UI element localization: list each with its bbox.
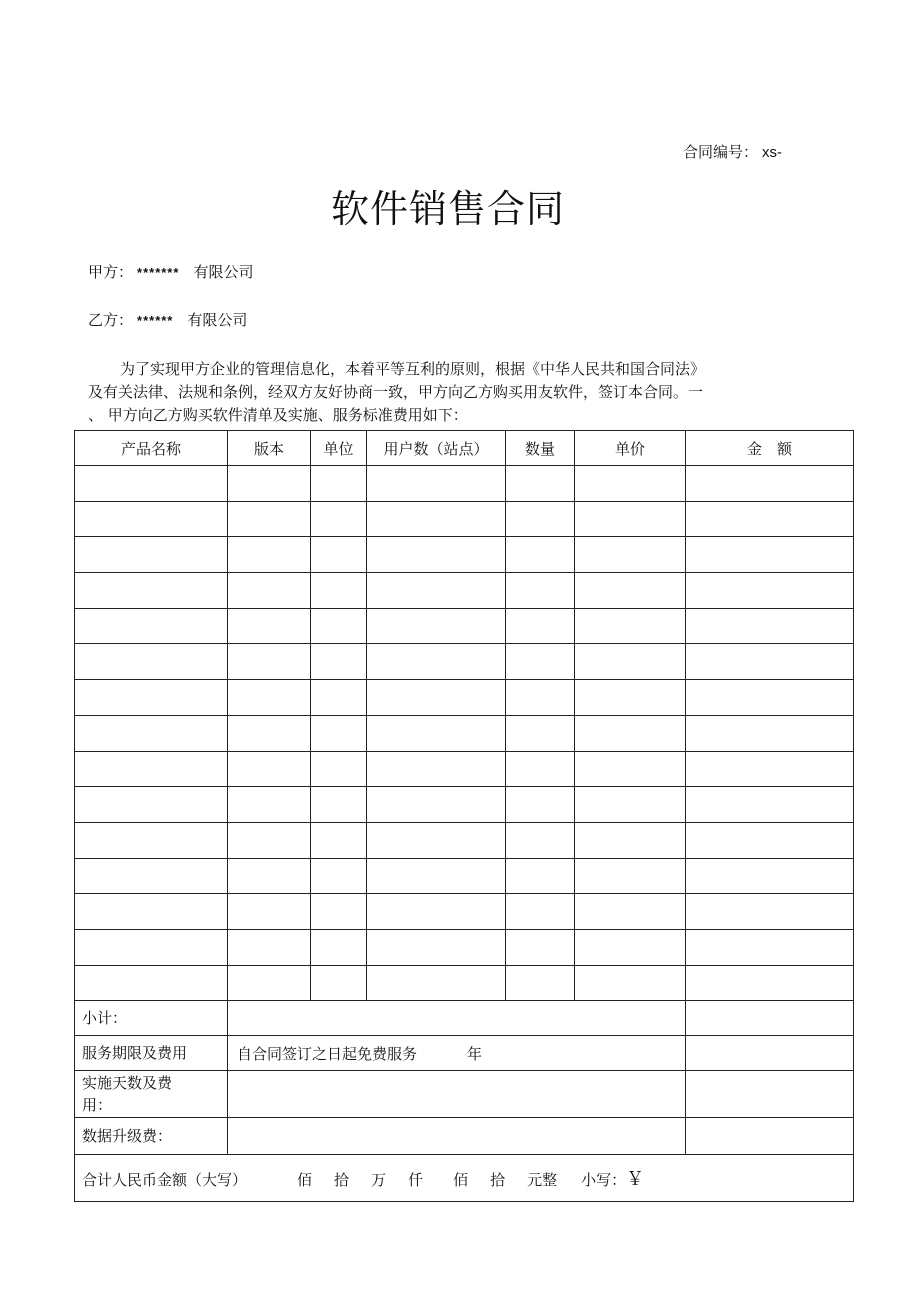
- unit-cell[interactable]: [311, 715, 367, 751]
- quantity-cell[interactable]: [506, 929, 575, 965]
- amount-cell[interactable]: [686, 929, 854, 965]
- users-cell[interactable]: [367, 501, 506, 537]
- users-cell[interactable]: [367, 965, 506, 1001]
- quantity-cell[interactable]: [506, 715, 575, 751]
- product-name-cell[interactable]: [75, 680, 228, 716]
- quantity-cell[interactable]: [506, 501, 575, 537]
- unit-price-cell[interactable]: [575, 501, 686, 537]
- unit-cell[interactable]: [311, 965, 367, 1001]
- users-cell[interactable]: [367, 894, 506, 930]
- unit-cell[interactable]: [311, 501, 367, 537]
- unit-cell[interactable]: [311, 858, 367, 894]
- product-table: [74, 430, 854, 1202]
- implementation-amount[interactable]: [686, 1071, 854, 1118]
- product-name-cell[interactable]: [75, 894, 228, 930]
- quantity-cell[interactable]: [506, 680, 575, 716]
- quantity-cell[interactable]: [506, 751, 575, 787]
- version-cell[interactable]: [228, 965, 311, 1001]
- unit-cell[interactable]: [311, 573, 367, 609]
- users-cell[interactable]: [367, 787, 506, 823]
- service-row: [75, 1036, 854, 1071]
- contract-number-label: 合同编号：: [683, 143, 759, 161]
- quantity-cell[interactable]: [506, 573, 575, 609]
- product-name-cell[interactable]: [75, 466, 228, 502]
- unit-price-cell[interactable]: [575, 929, 686, 965]
- service-amount[interactable]: [686, 1036, 854, 1071]
- unit-price-cell[interactable]: [575, 894, 686, 930]
- intro-line-1: 为了实现甲方企业的管理信息化，本着平等互利的原则，根据《中华人民共和国合同法》: [120, 360, 706, 378]
- small-amount-label: 小写：: [581, 1171, 627, 1190]
- unit-price-cell[interactable]: [575, 751, 686, 787]
- quantity-cell[interactable]: [506, 787, 575, 823]
- unit-cell[interactable]: [311, 929, 367, 965]
- party-a-suffix: 有限公司: [193, 263, 254, 281]
- total-label: 合计人民币金额（大写）: [82, 1171, 248, 1190]
- table-row: [75, 608, 854, 644]
- product-name-cell[interactable]: [75, 644, 228, 680]
- users-cell[interactable]: [367, 537, 506, 573]
- unit-cell[interactable]: [311, 644, 367, 680]
- unit-wan: 万: [371, 1171, 387, 1190]
- version-cell[interactable]: [228, 501, 311, 537]
- table-row: [75, 644, 854, 680]
- version-cell[interactable]: [228, 644, 311, 680]
- users-cell[interactable]: [367, 929, 506, 965]
- unit-bai-2: 佰: [453, 1171, 469, 1190]
- party-a-label: 甲方：: [88, 263, 134, 281]
- users-cell[interactable]: [367, 751, 506, 787]
- product-name-cell[interactable]: [75, 822, 228, 858]
- product-name-cell[interactable]: [75, 965, 228, 1001]
- party-a: [88, 261, 253, 282]
- quantity-cell[interactable]: [506, 894, 575, 930]
- product-name-cell[interactable]: [75, 787, 228, 823]
- product-name-cell[interactable]: [75, 929, 228, 965]
- quantity-cell[interactable]: [506, 537, 575, 573]
- table-row: [75, 822, 854, 858]
- table-row: [75, 858, 854, 894]
- document-title: 软件销售合同: [330, 187, 565, 231]
- upgrade-amount[interactable]: [686, 1118, 854, 1155]
- amount-cell[interactable]: [686, 965, 854, 1001]
- product-name-cell[interactable]: [75, 751, 228, 787]
- total-cell[interactable]: [75, 1155, 854, 1202]
- service-year-unit: 年: [467, 1044, 483, 1063]
- subtotal-row: [75, 1001, 854, 1036]
- unit-shi-1: 拾: [334, 1171, 350, 1190]
- amount-cell[interactable]: [686, 608, 854, 644]
- version-cell[interactable]: [228, 929, 311, 965]
- product-name-cell[interactable]: [75, 715, 228, 751]
- version-cell[interactable]: [228, 573, 311, 609]
- amount-cell[interactable]: [686, 894, 854, 930]
- table-row: [75, 965, 854, 1001]
- quantity-cell[interactable]: [506, 466, 575, 502]
- upgrade-value[interactable]: [228, 1118, 686, 1155]
- version-cell[interactable]: [228, 822, 311, 858]
- unit-price-cell[interactable]: [575, 644, 686, 680]
- unit-qian: 仟: [408, 1171, 424, 1190]
- amount-cell[interactable]: [686, 858, 854, 894]
- party-b: [88, 309, 247, 330]
- subtotal-value[interactable]: [228, 1001, 686, 1036]
- unit-price-cell[interactable]: [575, 715, 686, 751]
- party-b-suffix: 有限公司: [187, 311, 248, 329]
- unit-yuan: 元整: [527, 1171, 558, 1190]
- unit-price-cell[interactable]: [575, 608, 686, 644]
- table-row: [75, 751, 854, 787]
- version-cell[interactable]: [228, 680, 311, 716]
- total-row: [75, 1155, 854, 1202]
- table-row: [75, 573, 854, 609]
- version-cell[interactable]: [228, 787, 311, 823]
- quantity-cell[interactable]: [506, 644, 575, 680]
- unit-cell[interactable]: [311, 751, 367, 787]
- intro-line-2: 及有关法律、法规和条例，经双方友好协商一致，甲方向乙方购买用友软件，签订本合同。一: [88, 383, 704, 401]
- unit-price-cell[interactable]: [575, 965, 686, 1001]
- unit-price-cell[interactable]: [575, 537, 686, 573]
- amount-cell[interactable]: [686, 822, 854, 858]
- table-row: [75, 715, 854, 751]
- unit-price-cell[interactable]: [575, 573, 686, 609]
- amount-cell[interactable]: [686, 466, 854, 502]
- col-header-amount: 金 额: [686, 431, 854, 466]
- unit-price-cell[interactable]: [575, 822, 686, 858]
- unit-cell[interactable]: [311, 822, 367, 858]
- col-header-version: 版本: [228, 431, 311, 466]
- version-cell[interactable]: [228, 858, 311, 894]
- party-b-name: ******: [137, 313, 174, 328]
- version-cell[interactable]: [228, 715, 311, 751]
- implementation-row: [75, 1071, 854, 1118]
- users-cell[interactable]: [367, 822, 506, 858]
- subtotal-amount[interactable]: [686, 1001, 854, 1036]
- unit-cell[interactable]: [311, 894, 367, 930]
- table-row: [75, 787, 854, 823]
- unit-shi-2: 拾: [490, 1171, 506, 1190]
- table-row: [75, 466, 854, 502]
- users-cell[interactable]: [367, 858, 506, 894]
- implementation-value[interactable]: [228, 1071, 686, 1118]
- party-a-name: *******: [137, 265, 180, 280]
- upgrade-label: 数据升级费：: [75, 1118, 228, 1155]
- version-cell[interactable]: [228, 608, 311, 644]
- upgrade-row: [75, 1118, 854, 1155]
- unit-cell[interactable]: [311, 787, 367, 823]
- party-b-label: 乙方：: [88, 311, 134, 329]
- unit-price-cell[interactable]: [575, 858, 686, 894]
- unit-cell[interactable]: [311, 608, 367, 644]
- unit-bai-1: 佰: [297, 1171, 313, 1190]
- product-name-cell[interactable]: [75, 501, 228, 537]
- version-cell[interactable]: [228, 537, 311, 573]
- implementation-label-line-1: 实施天数及费: [82, 1074, 173, 1093]
- subtotal-label: 小计：: [75, 1001, 228, 1036]
- product-name-cell[interactable]: [75, 573, 228, 609]
- contract-number-value: xs-: [762, 144, 783, 161]
- yen-symbol: ￥: [626, 1169, 645, 1191]
- quantity-cell[interactable]: [506, 965, 575, 1001]
- amount-cell[interactable]: [686, 501, 854, 537]
- unit-cell[interactable]: [311, 466, 367, 502]
- amount-cell[interactable]: [686, 537, 854, 573]
- table-row: [75, 501, 854, 537]
- quantity-cell[interactable]: [506, 858, 575, 894]
- amount-cell[interactable]: [686, 787, 854, 823]
- version-cell[interactable]: [228, 894, 311, 930]
- product-name-cell[interactable]: [75, 608, 228, 644]
- product-name-cell[interactable]: [75, 537, 228, 573]
- amount-cell[interactable]: [686, 680, 854, 716]
- users-cell[interactable]: [367, 644, 506, 680]
- service-terms[interactable]: [228, 1036, 686, 1071]
- amount-cell[interactable]: [686, 573, 854, 609]
- col-header-users: 用户数（站点）: [367, 431, 506, 466]
- col-header-quantity: 数量: [506, 431, 575, 466]
- amount-cell[interactable]: [686, 715, 854, 751]
- table-row: [75, 929, 854, 965]
- product-name-cell[interactable]: [75, 858, 228, 894]
- users-cell[interactable]: [367, 573, 506, 609]
- users-cell[interactable]: [367, 680, 506, 716]
- col-header-product-name: 产品名称: [75, 431, 228, 466]
- amount-cell[interactable]: [686, 644, 854, 680]
- implementation-label-line-2: 用：: [82, 1096, 113, 1115]
- unit-cell[interactable]: [311, 537, 367, 573]
- table-row: [75, 537, 854, 573]
- contract-number: [683, 141, 782, 162]
- users-cell[interactable]: [367, 466, 506, 502]
- table-header-row: [75, 431, 854, 466]
- quantity-cell[interactable]: [506, 608, 575, 644]
- service-label: 服务期限及费用: [75, 1036, 228, 1071]
- users-cell[interactable]: [367, 608, 506, 644]
- unit-price-cell[interactable]: [575, 680, 686, 716]
- unit-price-cell[interactable]: [575, 787, 686, 823]
- amount-cell[interactable]: [686, 751, 854, 787]
- quantity-cell[interactable]: [506, 822, 575, 858]
- service-text: 自合同签订之日起免费服务: [237, 1044, 418, 1063]
- intro-line-3: 、 甲方向乙方购买软件清单及实施、服务标准费用如下：: [88, 406, 468, 424]
- table-row: [75, 894, 854, 930]
- users-cell[interactable]: [367, 715, 506, 751]
- intro-paragraph: [88, 358, 808, 427]
- implementation-label: [75, 1071, 228, 1118]
- table-row: [75, 680, 854, 716]
- version-cell[interactable]: [228, 466, 311, 502]
- unit-price-cell[interactable]: [575, 466, 686, 502]
- unit-cell[interactable]: [311, 680, 367, 716]
- version-cell[interactable]: [228, 751, 311, 787]
- col-header-unit: 单位: [311, 431, 367, 466]
- col-header-unit-price: 单价: [575, 431, 686, 466]
